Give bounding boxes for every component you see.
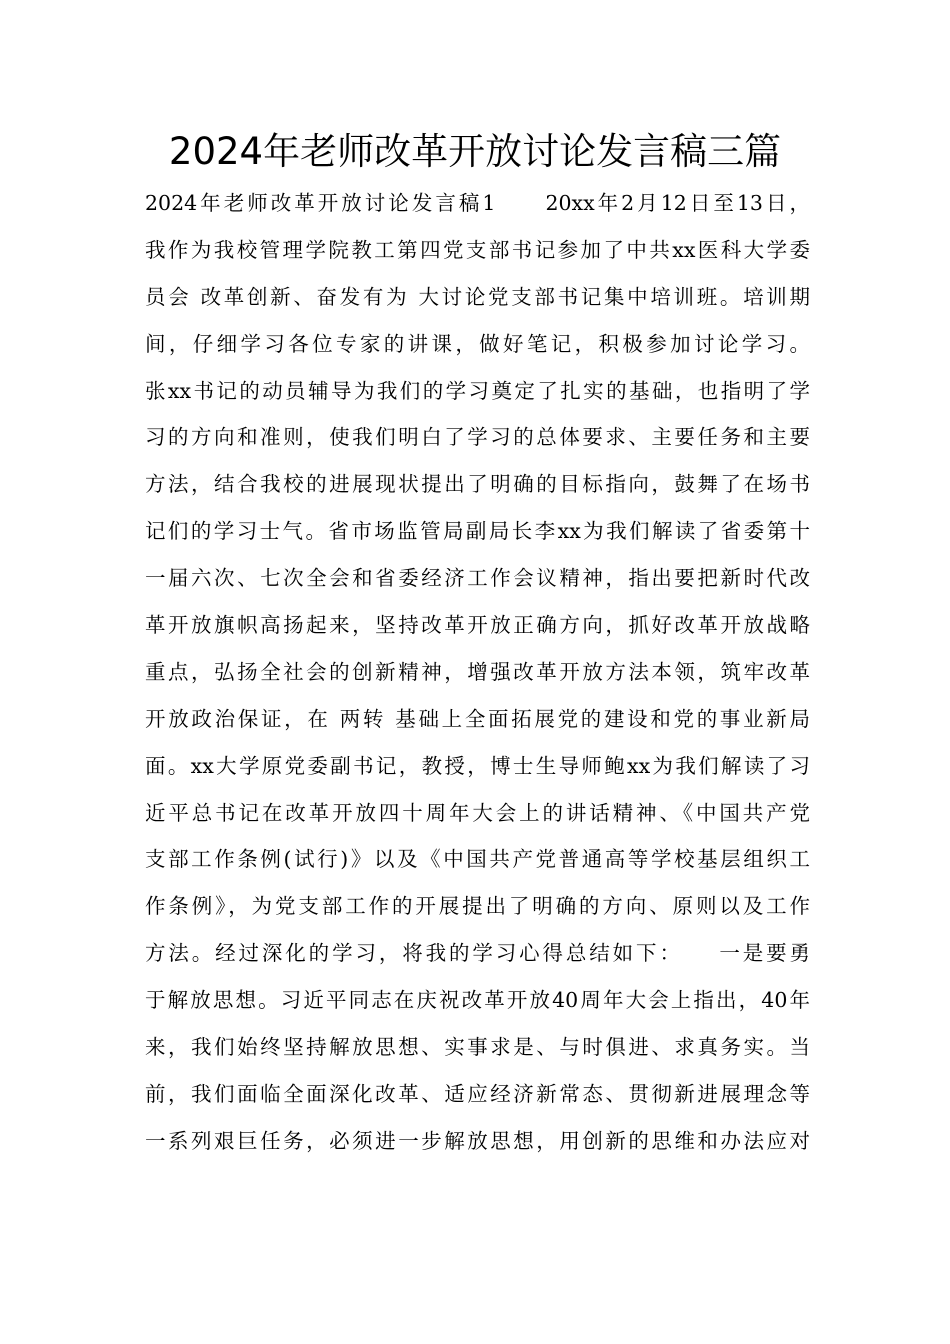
body-line: 来，我们始终坚持解放思想、实事求是、与时俱进、求真务实。当: [145, 1035, 810, 1060]
body-line: 于解放思想。习近平同志在庆祝改革开放40周年大会上指出，40年: [145, 988, 810, 1013]
body-line: 前，我们面临全面深化改革、适应经济新常态、贯彻新进展理念等: [145, 1081, 810, 1106]
document-title: 2024年老师改革开放讨论发言稿三篇: [168, 130, 782, 173]
body-line: 面。xx大学原党委副书记，教授，博士生导师鲍xx为我们解读了习: [145, 753, 810, 778]
body-line: 员会 改革创新、奋发有为 大讨论党支部书记集中培训班。培训期: [145, 284, 810, 309]
document-body: [145, 180, 810, 1165]
body-line: 习的方向和准则，使我们明白了学习的总体要求、主要任务和主要: [145, 425, 810, 450]
body-line: 革开放旗帜高扬起来，坚持改革开放正确方向，抓好改革开放战略: [145, 613, 810, 638]
body-line: 一届六次、七次全会和省委经济工作会议精神，指出要把新时代改: [145, 566, 810, 591]
body-line: 重点，弘扬全社会的创新精神，增强改革开放方法本领，筑牢改革: [145, 659, 810, 684]
body-line: 作条例》，为党支部工作的开展提出了明确的方向、原则以及工作: [145, 894, 810, 919]
body-line: 开放政治保证，在 两转 基础上全面拓展党的建设和党的事业新局: [145, 706, 810, 731]
body-line: 一系列艰巨任务，必须进一步解放思想，用创新的思维和办法应对: [145, 1128, 810, 1153]
body-line: 张xx书记的动员辅导为我们的学习奠定了扎实的基础，也指明了学: [145, 378, 810, 403]
body-line: 方法。经过深化的学习，将我的学习心得总结如下： 一是要勇: [145, 941, 810, 966]
body-line: 我作为我校管理学院教工第四党支部书记参加了中共xx医科大学委: [145, 237, 810, 262]
body-line: 方法，结合我校的进展现状提出了明确的目标指向，鼓舞了在场书: [145, 472, 810, 497]
body-line: 近平总书记在改革开放四十周年大会上的讲话精神、《中国共产党: [145, 800, 810, 825]
body-line: 支部工作条例(试行)》以及《中国共产党普通高等学校基层组织工: [145, 847, 810, 872]
body-line: 2024年老师改革开放讨论发言稿1 20xx年2月12日至13日，: [145, 191, 810, 215]
body-line: 记们的学习士气。省市场监管局副局长李xx为我们解读了省委第十: [145, 519, 810, 544]
body-line: 间，仔细学习各位专家的讲课，做好笔记，积极参加讨论学习。: [145, 331, 810, 356]
